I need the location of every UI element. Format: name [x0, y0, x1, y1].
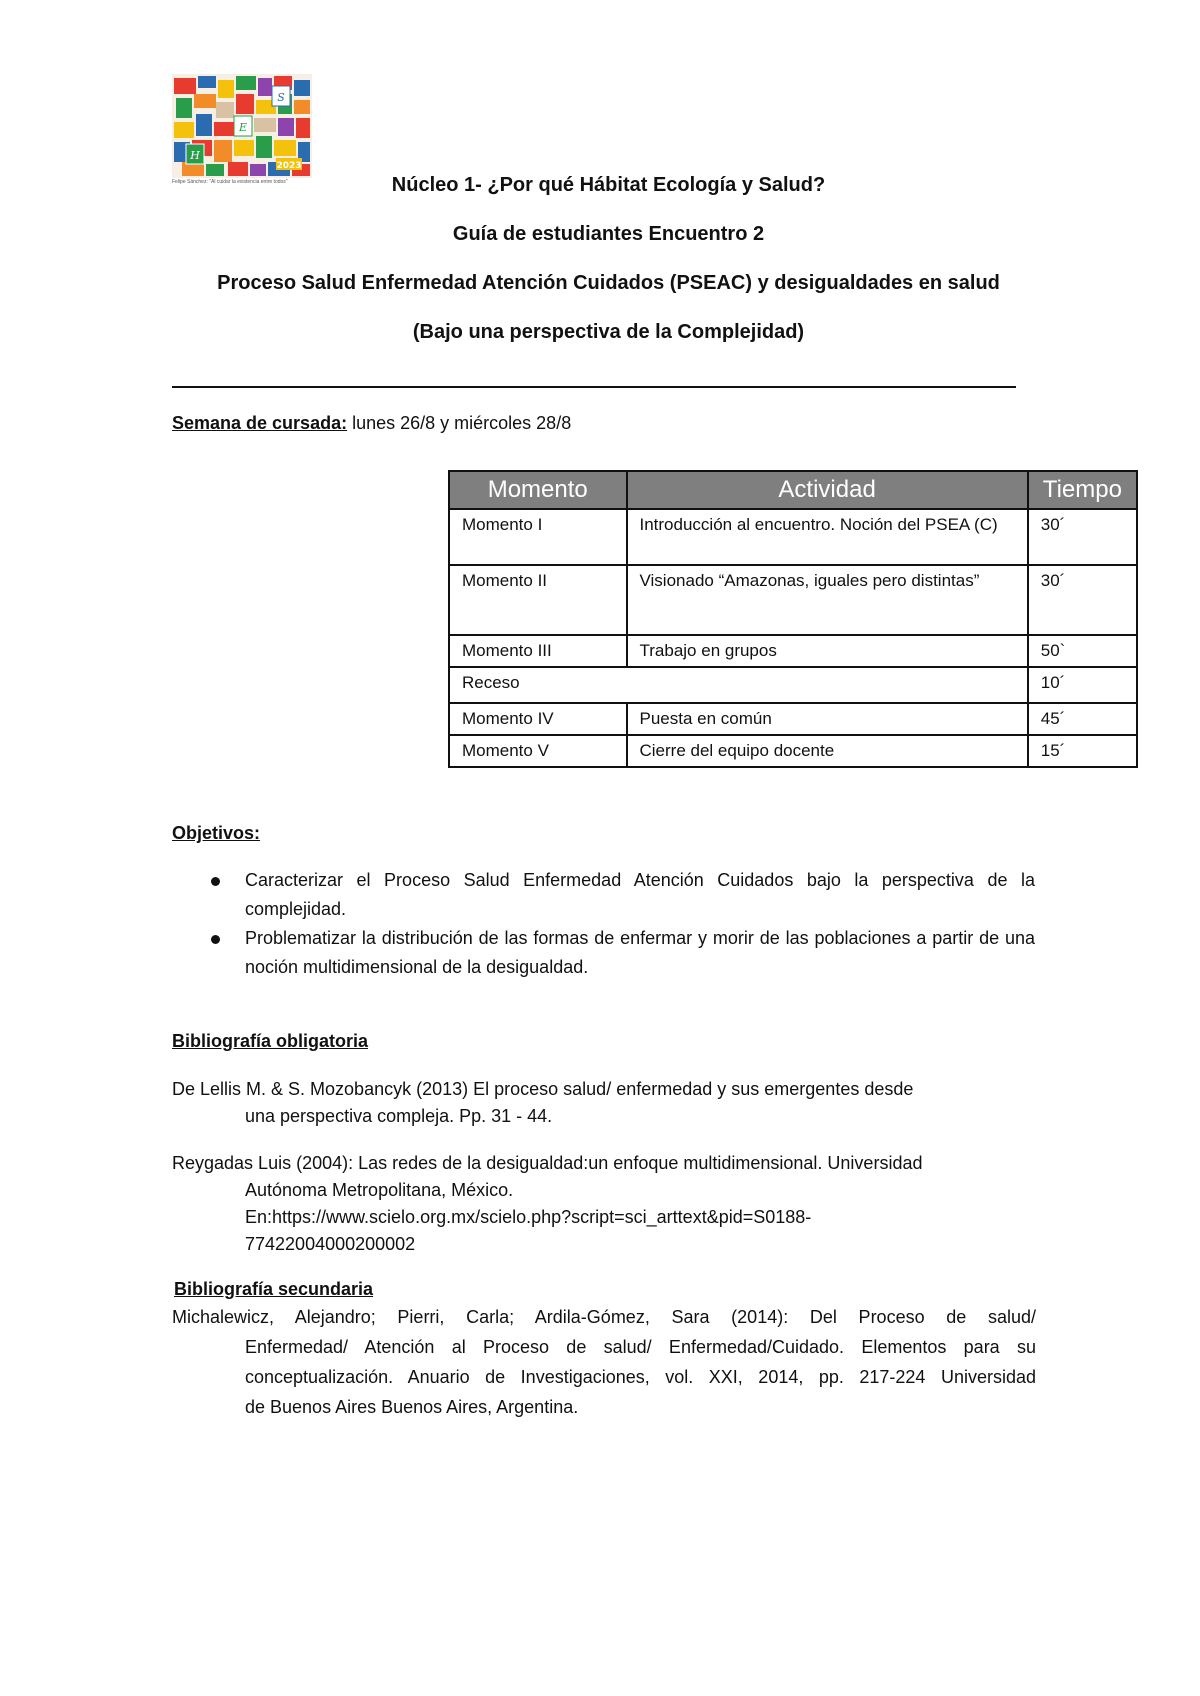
reference-link[interactable]: En:https://www.scielo.org.mx/scielo.php?script=sci_arttext&pid=S0188- — [245, 1207, 812, 1227]
bullet-icon — [211, 935, 220, 944]
cell-tiempo: 30´ — [1028, 565, 1137, 635]
cell-momento: Momento III — [449, 635, 627, 667]
page-title: Núcleo 1- ¿Por qué Hábitat Ecología y Salud? — [391, 174, 826, 196]
week-value: lunes 26/8 y miércoles 28/8 — [347, 413, 572, 433]
table-header-row — [449, 471, 1137, 509]
logo-letter-e: E — [238, 121, 248, 134]
header-actividad: Actividad — [627, 471, 1028, 509]
cell-momento: Momento IV — [449, 703, 627, 735]
logo-letter-h: H — [190, 149, 200, 162]
table-row — [449, 667, 1137, 703]
objetivos-heading: Objetivos: — [172, 823, 261, 843]
logo-caption: Felipe Sánchez: "Al cuidar la existencia entre todos" — [172, 179, 288, 185]
bibliografia-secundaria-heading: Bibliografía secundaria — [174, 1279, 374, 1299]
cell-tiempo: 30´ — [1028, 509, 1137, 565]
table-row — [449, 635, 1137, 667]
reference-cont-line: de Buenos Aires Buenos Aires, Argentina. — [245, 1397, 579, 1417]
title-divider — [172, 386, 1016, 388]
bibliografia-obligatoria-heading: Bibliografía obligatoria — [172, 1031, 369, 1051]
reference-item — [172, 1302, 1036, 1422]
reference-cont-line: Autónoma Metropolitana, México. — [245, 1180, 514, 1200]
cell-momento: Momento II — [449, 565, 627, 635]
reference-item — [172, 1150, 1036, 1258]
topic-title: Proceso Salud Enfermedad Atención Cuidados (PSEAC) y desigualdades en salud — [217, 272, 1000, 294]
table-row — [449, 735, 1137, 767]
list-item — [205, 866, 1035, 924]
cell-momento: Momento I — [449, 509, 627, 565]
header-tiempo: Tiempo — [1028, 471, 1137, 509]
logo-collage-icon — [172, 74, 312, 178]
week-label: Semana de cursada: — [172, 413, 348, 433]
cell-tiempo: 50` — [1028, 635, 1137, 667]
reference-first-line: Reygadas Luis (2004): Las redes de la desigualdad:un enfoque multidimensional. Universidad — [172, 1153, 923, 1173]
guide-subtitle: Guía de estudiantes Encuentro 2 — [452, 223, 765, 245]
cell-momento: Momento V — [449, 735, 627, 767]
reference-first-line: De Lellis M. & S. Mozobancyk (2013) El proceso salud/ enfermedad y sus emergentes desde — [172, 1079, 914, 1099]
cell-tiempo: 10´ — [1028, 667, 1137, 703]
cell-tiempo: 45´ — [1028, 703, 1137, 735]
cell-receso: Receso — [449, 667, 1028, 703]
cell-actividad: Puesta en común — [627, 703, 1028, 735]
cell-actividad: Cierre del equipo docente — [627, 735, 1028, 767]
table-row — [449, 509, 1137, 565]
cell-tiempo: 15´ — [1028, 735, 1137, 767]
header-momento: Momento — [449, 471, 627, 509]
list-item — [205, 924, 1035, 982]
logo-year: 2023 — [276, 161, 302, 171]
table-row — [449, 565, 1137, 635]
logo — [172, 74, 312, 186]
bullet-icon — [211, 877, 220, 886]
week-line — [172, 410, 571, 436]
reference-cont-line: conceptualización. Anuario de Investigaciones, vol. XXI, 2014, pp. 217-224 Universidad — [245, 1367, 1036, 1387]
table-row — [449, 703, 1137, 735]
cell-actividad: Trabajo en grupos — [627, 635, 1028, 667]
reference-first-line: Michalewicz, Alejandro; Pierri, Carla; Ardila-Gómez, Sara (2014): Del Proceso de salud/ — [172, 1307, 1036, 1327]
reference-item — [172, 1076, 1036, 1130]
cell-actividad: Visionado “Amazonas, iguales pero distintas” — [627, 565, 1028, 635]
reference-cont-line: Enfermedad/ Atención al Proceso de salud/ Enfermedad/Cuidado. Elementos para su — [245, 1337, 1036, 1357]
reference-cont-line: una perspectiva compleja. Pp. 31 - 44. — [245, 1106, 553, 1126]
objetivos-list — [205, 866, 1035, 982]
schedule-table — [448, 470, 1138, 768]
reference-link-end[interactable]: 77422004000200002 — [245, 1234, 416, 1254]
objetivo-text: Caracterizar el Proceso Salud Enfermedad Atención Cuidados bajo la perspectiva de la complejidad. — [245, 870, 1035, 919]
cell-actividad: Introducción al encuentro. Noción del PSEA (C) — [627, 509, 1028, 565]
objetivo-text: Problematizar la distribución de las formas de enfermar y morir de las poblaciones a partir de una noción multidimensional de la desigualdad. — [245, 928, 1035, 977]
perspective-subtitle: (Bajo una perspectiva de la Complejidad) — [412, 321, 805, 343]
logo-letter-s: S — [277, 91, 285, 104]
